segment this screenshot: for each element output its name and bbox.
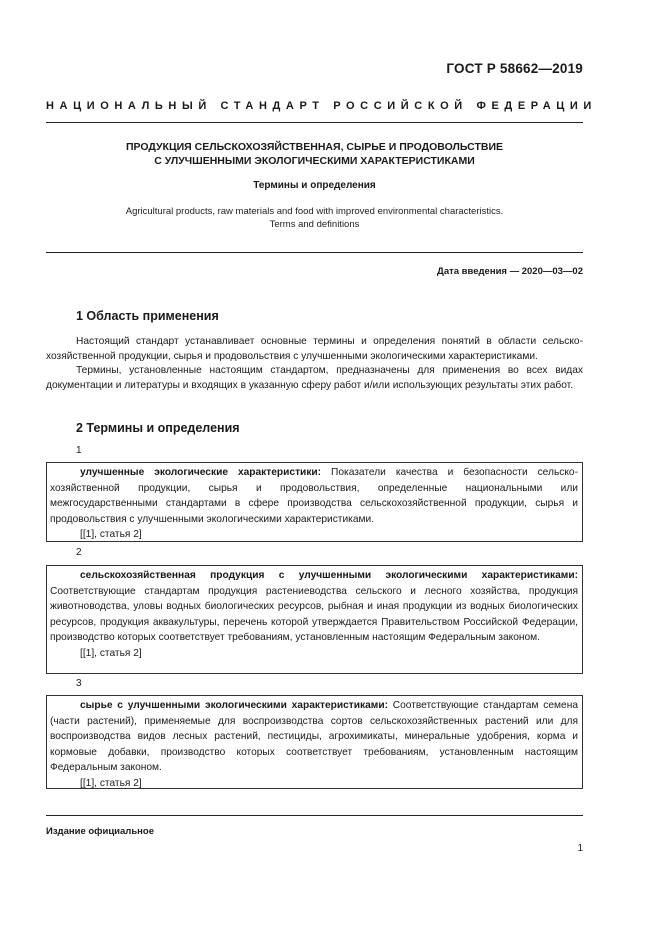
term-source: [[1], статья 2] bbox=[80, 777, 142, 789]
document-title bbox=[46, 140, 583, 168]
term-number: 1 bbox=[76, 445, 82, 456]
term-name: сырье с улучшенными экологическими характеристиками: bbox=[80, 700, 388, 711]
term-source: [[1], статья 2] bbox=[80, 647, 142, 659]
term-definition: Соответствующие стандартам продукция растениеводства сельского и лесного хозяйства, продукция животноводства, уловы водных биологических ресурсов, рыбная и иная продукции из водных биологических ресурсов, продукция аквакультуры, перечень которой утверждается Правительством Российской Федерации, производство которых соответствует требованиям, установленным настоящим Федеральным законом. bbox=[50, 585, 578, 643]
term-number: 2 bbox=[76, 547, 82, 558]
term-name: сельскохозяйственная продукция с улучшенными экологическими характеристиками: bbox=[80, 570, 578, 581]
section-2-heading: 2 Термины и определения bbox=[76, 421, 240, 435]
term-definition: Соответствующие стандартам семена (части растений), применяемые для воспроизводства сортов сельскохозяйственных растений или для воспроизводства видов лесных растений, пестициды, агрохимикаты, минеральные удобрения, корма и кормовые добавки, производство которых соответствует требованиям, установленным настоящим Федеральным законом. bbox=[50, 700, 578, 773]
edition-label: Издание официальное bbox=[46, 826, 154, 837]
section-1-paragraph-2: Термины, установленные настоящим стандартом, предназначены для применения во всех видах документации и литературы и входящих в указанную сферу работ и/или использующих результаты этих работ. bbox=[46, 365, 583, 391]
term-number: 3 bbox=[76, 678, 82, 689]
term-text bbox=[50, 568, 578, 646]
term-definition: Показатели качества и безопасности сельско-хозяйственной продукции, сырья и продовольствия, определенные национальными или межгосударственными стандартами в сфере производства сельскохозяйственной продукции, сырья и продовольствия с улучшенными экологическими характеристиками. bbox=[50, 467, 578, 525]
top-divider bbox=[46, 122, 583, 123]
title-divider bbox=[46, 252, 583, 253]
introduction-date: Дата введения — 2020—03—02 bbox=[437, 266, 583, 277]
national-standard-heading: НАЦИОНАЛЬНЫЙ СТАНДАРТ РОССИЙСКОЙ ФЕДЕРАЦИИ bbox=[46, 100, 597, 112]
term-box bbox=[46, 462, 583, 542]
english-title-line-2: Terms and definitions bbox=[269, 218, 360, 230]
section-1-paragraph-1: Настоящий стандарт устанавливает основные термины и определения понятий в области сельско-хозяйственной продукции, сырья и продовольствия с улучшенными экологическими характеристиками. bbox=[46, 336, 583, 362]
term-text bbox=[50, 698, 578, 776]
document-subtitle: Термины и определения bbox=[253, 180, 376, 191]
title-line-1: ПРОДУКЦИЯ СЕЛЬСКОХОЗЯЙСТВЕННАЯ, СЫРЬЕ И ПРОДОВОЛЬСТВИЕ bbox=[125, 141, 504, 153]
section-1-heading: 1 Область применения bbox=[76, 309, 219, 323]
english-title-line-1: Agricultural products, raw materials and food with improved environmental characteristics. bbox=[125, 206, 504, 217]
term-text bbox=[50, 465, 578, 527]
document-code: ГОСТ Р 58662—2019 bbox=[446, 61, 583, 76]
page-number: 1 bbox=[577, 843, 583, 854]
english-title bbox=[46, 206, 583, 231]
term-source: [[1], статья 2] bbox=[80, 529, 142, 540]
title-line-2: С УЛУЧШЕННЫМИ ЭКОЛОГИЧЕСКИМИ ХАРАКТЕРИСТИКАМИ bbox=[154, 155, 475, 167]
term-box bbox=[46, 695, 583, 789]
term-box bbox=[46, 565, 583, 674]
term-name: улучшенные экологические характеристики: bbox=[80, 467, 322, 478]
footer-divider bbox=[46, 815, 583, 816]
